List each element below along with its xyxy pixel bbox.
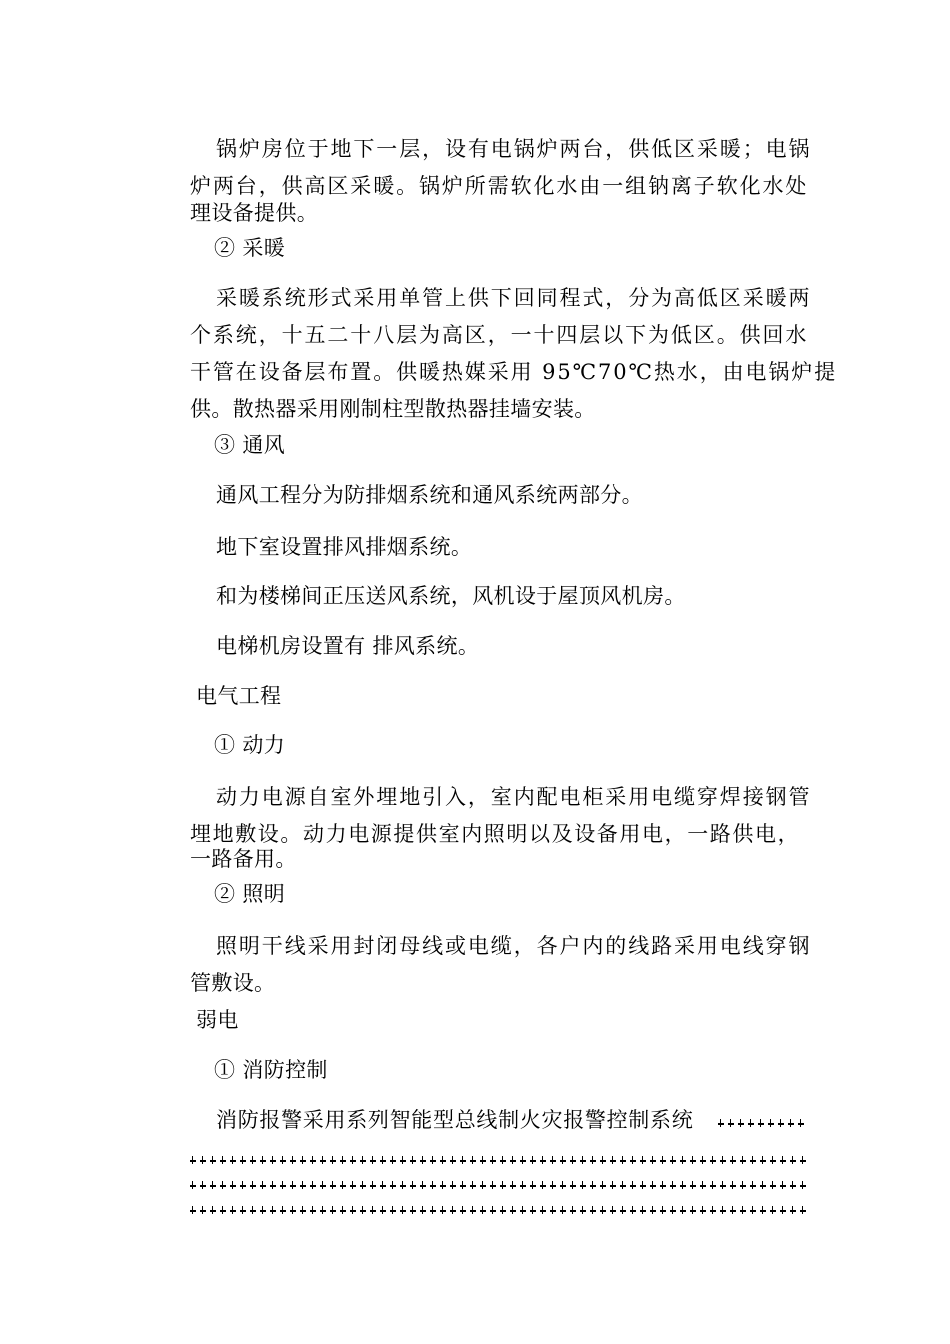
paragraph-line: 消防报警采用系列智能型总线制火灾报警控制系统: [216, 1108, 694, 1132]
paragraph-line: 埋地敷设。动力电源提供室内照明以及设备用电，一路供电，: [190, 822, 801, 846]
paragraph-line: 理设备提供。: [190, 201, 319, 225]
paragraph-line: 电梯机房设置有 排风系统。: [216, 634, 480, 658]
dotted-leader: [190, 1153, 806, 1163]
dotted-leader: [190, 1203, 806, 1213]
paragraph-line: 照明干线采用封闭母线或电缆，各户内的线路采用电线穿钢: [216, 934, 812, 958]
paragraph-line: 炉两台，供高区采暖。锅炉所需软化水由一组钠离子软化水处: [190, 174, 809, 198]
section-heading-electrical: 电气工程: [196, 684, 282, 708]
dotted-leader: [190, 1178, 806, 1188]
paragraph-line: 动力电源自室外埋地引入，室内配电柜采用电缆穿焊接钢管: [216, 785, 812, 809]
dotted-leader: [718, 1116, 806, 1126]
paragraph-line: 地下室设置排风排烟系统。: [216, 535, 473, 559]
paragraph-line: 一路备用。: [190, 847, 297, 871]
subheading-power: ① 动力: [214, 733, 286, 757]
paragraph-line: 个系统，十五二十八层为高区，一十四层以下为低区。供回水: [190, 323, 809, 347]
paragraph-line: 通风工程分为防排烟系统和通风系统两部分。: [216, 483, 643, 507]
paragraph-line: 管敷设。: [190, 971, 276, 995]
paragraph-line: 采暖系统形式采用单管上供下回同程式，分为高低区采暖两: [216, 286, 812, 310]
paragraph-line: 和为楼梯间正压送风系统，风机设于屋顶风机房。: [216, 584, 686, 608]
section-heading-weak-current: 弱电: [196, 1008, 239, 1032]
subheading-fire-control: ① 消防控制: [214, 1058, 328, 1082]
subheading-heating: ② 采暖: [214, 236, 286, 260]
paragraph-line: 干管在设备层布置。供暖热媒采用 95℃70℃热水，由电锅炉提: [190, 360, 838, 384]
subheading-lighting: ② 照明: [214, 882, 286, 906]
subheading-ventilation: ③ 通风: [214, 433, 286, 457]
paragraph-line: 供。散热器采用刚制柱型散热器挂墙安装。: [190, 397, 596, 421]
paragraph-line: 锅炉房位于地下一层，设有电锅炉两台，供低区采暖；电锅: [216, 137, 812, 161]
